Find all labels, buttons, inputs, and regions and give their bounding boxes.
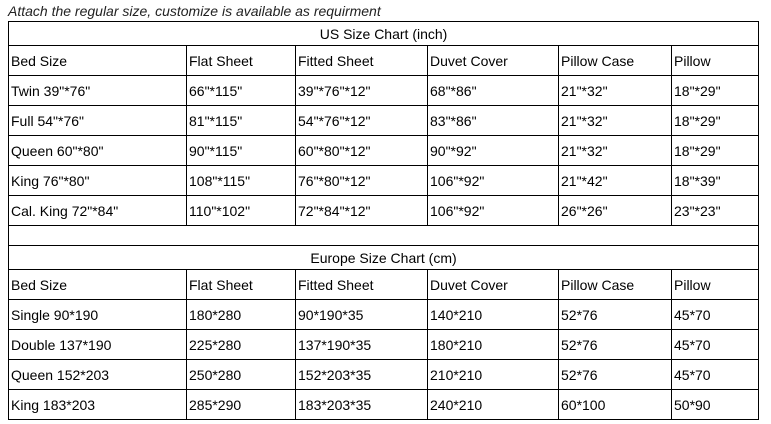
table-cell: 18"*39" [672, 166, 759, 196]
table-cell: 110"*102" [187, 196, 296, 226]
header-cell: Bed Size [9, 46, 187, 76]
table-cell: 60*100 [559, 390, 672, 420]
table-cell: 21"*42" [559, 166, 672, 196]
table-row [9, 166, 759, 196]
header-cell: Pillow [672, 46, 759, 76]
table-cell: 137*190*35 [296, 330, 428, 360]
table-cell: 50*90 [672, 390, 759, 420]
table-cell: 66"*115" [187, 76, 296, 106]
table-cell: 21"*32" [559, 76, 672, 106]
header-cell: Pillow Case [559, 270, 672, 300]
table-row [9, 330, 759, 360]
header-cell: Flat Sheet [187, 270, 296, 300]
table-row [9, 196, 759, 226]
header-cell: Bed Size [9, 270, 187, 300]
table-row [9, 390, 759, 420]
europe-chart-title-row [9, 246, 759, 270]
table-cell: 60"*80"*12" [296, 136, 428, 166]
table-cell: 52*76 [559, 330, 672, 360]
us-chart-title: US Size Chart (inch) [9, 22, 759, 46]
table-cell: 76"*80"*12" [296, 166, 428, 196]
table-cell: Double 137*190 [9, 330, 187, 360]
table-cell: 21"*32" [559, 136, 672, 166]
table-row [9, 76, 759, 106]
table-cell: 18"*29" [672, 106, 759, 136]
us-header-row [9, 46, 759, 76]
us-chart-title-row [9, 22, 759, 46]
table-cell: 285*290 [187, 390, 296, 420]
header-cell: Fitted Sheet [296, 46, 428, 76]
table-cell: 45*70 [672, 300, 759, 330]
table-row [9, 360, 759, 390]
table-cell: 52*76 [559, 300, 672, 330]
table-cell: 90*190*35 [296, 300, 428, 330]
table-cell: 106"*92" [428, 196, 559, 226]
table-row [9, 136, 759, 166]
header-cell: Pillow Case [559, 46, 672, 76]
table-cell: 54"*76"*12" [296, 106, 428, 136]
header-cell: Duvet Cover [428, 270, 559, 300]
table-cell: 72"*84"*12" [296, 196, 428, 226]
table-cell: 108"*115" [187, 166, 296, 196]
table-cell: 68"*86" [428, 76, 559, 106]
table-cell: King 183*203 [9, 390, 187, 420]
table-cell: 39"*76"*12" [296, 76, 428, 106]
table-cell: 18"*29" [672, 76, 759, 106]
table-cell: Cal. King 72"*84" [9, 196, 187, 226]
header-cell: Fitted Sheet [296, 270, 428, 300]
size-chart-table [8, 21, 759, 420]
header-cell: Duvet Cover [428, 46, 559, 76]
table-cell: 106"*92" [428, 166, 559, 196]
table-cell: 83"*86" [428, 106, 559, 136]
table-cell: King 76"*80" [9, 166, 187, 196]
table-cell: 210*210 [428, 360, 559, 390]
table-row [9, 300, 759, 330]
table-cell: Twin 39"*76" [9, 76, 187, 106]
table-cell: 225*280 [187, 330, 296, 360]
table-cell: Single 90*190 [9, 300, 187, 330]
table-cell: 180*280 [187, 300, 296, 330]
europe-header-row [9, 270, 759, 300]
table-cell: 21"*32" [559, 106, 672, 136]
europe-chart-title: Europe Size Chart (cm) [9, 246, 759, 270]
table-cell: 26"*26" [559, 196, 672, 226]
table-cell: 90"*115" [187, 136, 296, 166]
table-row [9, 106, 759, 136]
table-cell: 140*210 [428, 300, 559, 330]
header-cell: Flat Sheet [187, 46, 296, 76]
table-cell: 180*210 [428, 330, 559, 360]
table-cell: 250*280 [187, 360, 296, 390]
table-cell: 45*70 [672, 360, 759, 390]
table-cell: 81"*115" [187, 106, 296, 136]
header-cell: Pillow [672, 270, 759, 300]
table-cell: 23"*23" [672, 196, 759, 226]
table-cell: 45*70 [672, 330, 759, 360]
table-cell: 240*210 [428, 390, 559, 420]
section-spacer-row [9, 226, 759, 246]
table-cell: 152*203*35 [296, 360, 428, 390]
table-cell: 90"*92" [428, 136, 559, 166]
table-cell: Queen 60"*80" [9, 136, 187, 166]
spacer-cell [9, 226, 759, 246]
table-cell: 18"*29" [672, 136, 759, 166]
table-cell: Queen 152*203 [9, 360, 187, 390]
table-cell: Full 54"*76" [9, 106, 187, 136]
table-cell: 183*203*35 [296, 390, 428, 420]
table-cell: 52*76 [559, 360, 672, 390]
availability-note: Attach the regular size, customize is available as requirment [8, 3, 381, 19]
